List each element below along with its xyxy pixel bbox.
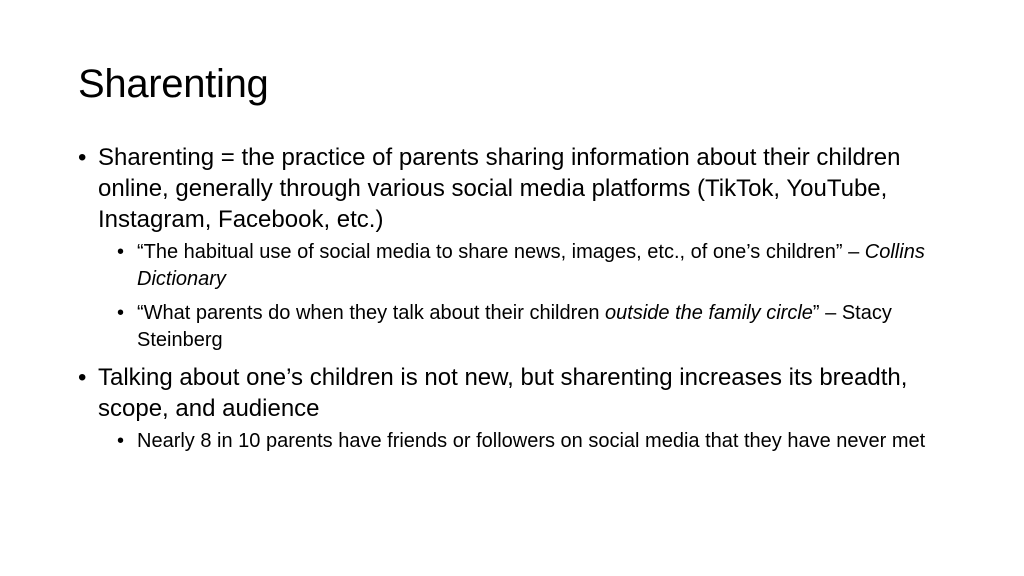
sub-bullet-list <box>98 428 958 455</box>
statistic-text: Nearly 8 in 10 parents have friends or followers on social media that they have never met <box>137 430 926 452</box>
bullet-item <box>78 362 958 455</box>
bullet-list <box>78 142 958 455</box>
sub-bullet-list <box>98 239 958 354</box>
sub-bullet-item <box>117 300 958 354</box>
bullet-text: Sharenting = the practice of parents sharing information about their children online, generally through various social media platforms (TikTok, YouTube, Instagram, Facebook, etc.) <box>98 144 901 233</box>
sub-bullet-item <box>117 239 958 293</box>
quote-emphasis: outside the family circle <box>605 302 813 324</box>
slide-content <box>78 142 958 463</box>
quote-attribution: ” – Stacy Steinberg <box>137 302 892 351</box>
quote-text: “What parents do when they talk about their children <box>137 302 606 324</box>
sub-bullet-item <box>117 428 958 455</box>
slide-title: Sharenting <box>78 62 269 106</box>
bullet-text: Talking about one’s children is not new, but sharenting increases its breadth, scope, and audience <box>98 364 908 422</box>
definition-source: Collins Dictionary <box>137 241 925 290</box>
bullet-item <box>78 142 958 354</box>
definition-quote: “The habitual use of social media to share news, images, etc., of one’s children” – <box>137 241 865 263</box>
